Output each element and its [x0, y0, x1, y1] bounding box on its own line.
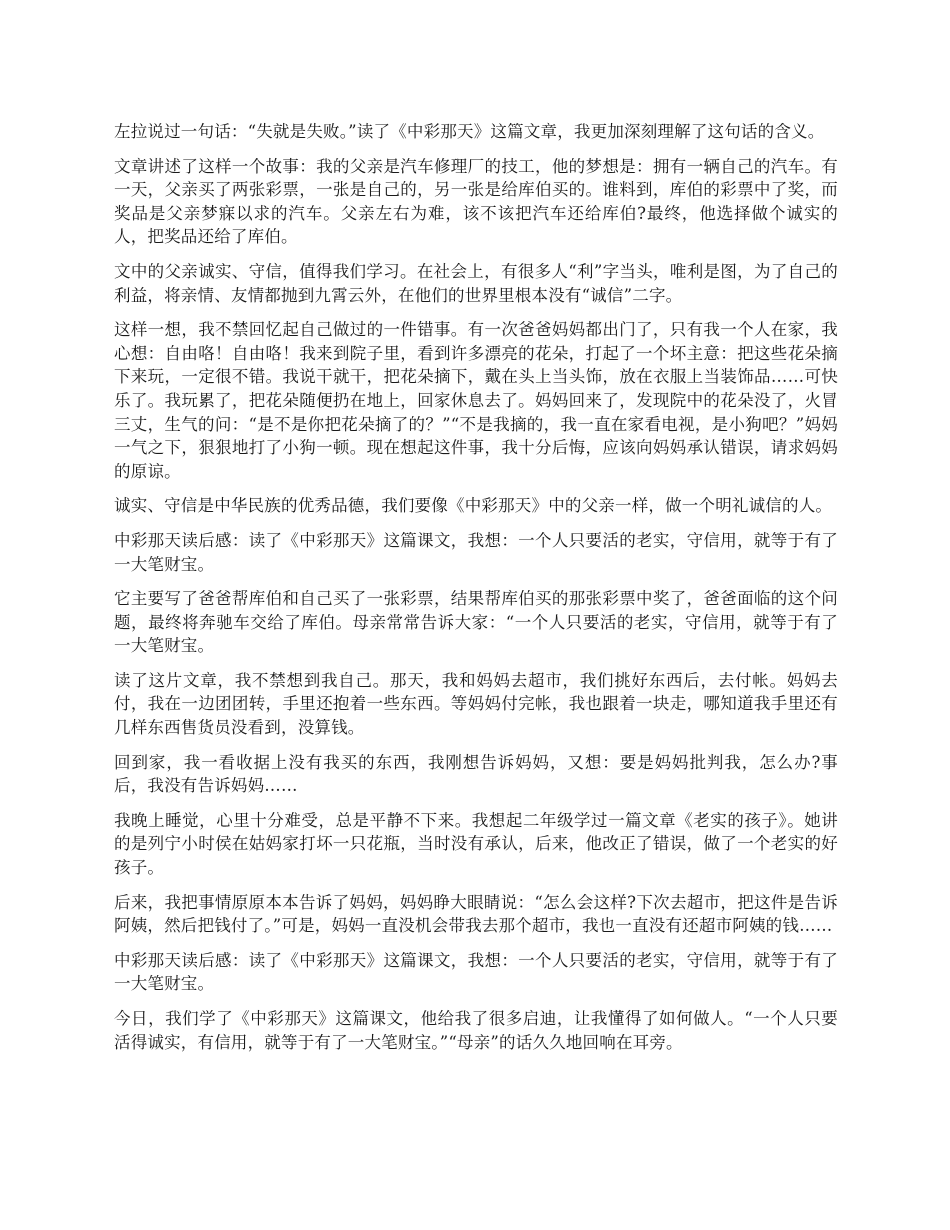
paragraph-5: 诚实、守信是中华民族的优秀品德，我们要像《中彩那天》中的父亲一样，做一个明礼诚信的人。 — [114, 496, 833, 516]
paragraph-13: 今日，我们学了《中彩那天》这篇课文，他给我了很多启迪，让我懂得了如何做人。“一个人只要活得诚实，有信用，就等于有了一大笔财宝。”“母亲”的话久久地回响在耳旁。 — [114, 1009, 838, 1052]
paragraph-12: 中彩那天读后感：读了《中彩那天》这篇课文，我想：一个人只要活的老实，守信用，就等于有了一大笔财宝。 — [114, 950, 838, 994]
paragraph-3: 文中的父亲诚实、守信，值得我们学习。在社会上，有很多人“利”字当头，唯利是图，为了自己的利益，将亲情、友情都抛到九霄云外，在他们的世界里根本没有“诚信”二字。 — [114, 261, 838, 305]
paragraph-10: 我晚上睡觉，心里十分难受，总是平静不下来。我想起二年级学过一篇文章《老实的孩子》。她讲的是列宁小时侯在姑妈家打坏一只花瓶，当时没有承认，后来，他改正了错误，做了一个老实的好孩子。 — [114, 810, 838, 878]
document-body — [114, 120, 838, 1065]
paragraph-1: 左拉说过一句话：“失就是失败。”读了《中彩那天》这篇文章，我更加深刻理解了这句话的含义。 — [114, 122, 825, 141]
paragraph-7: 它主要写了爸爸帮库伯和自己买了一张彩票，结果帮库伯买的那张彩票中奖了，爸爸面临的这个问题，最终将奔驰车交给了库伯。母亲常常告诉大家：“一个人只要活的老实，守信用，就等于有了一大笔财宝。 — [114, 589, 838, 656]
paragraph-11: 后来，我把事情原原本本告诉了妈妈，妈妈睁大眼睛说：“怎么会这样?下次去超市，把这件是告诉阿姨，然后把钱付了。”可是，妈妈一直没机会带我去那个超市，我也一直没有还超市阿姨的钱…… — [114, 892, 838, 936]
paragraph-8: 读了这片文章，我不禁想到我自己。那天，我和妈妈去超市，我们挑好东西后，去付帐。妈妈去付，我在一边团团转，手里还抱着一些东西。等妈妈付完帐，我也跟着一块走，哪知道我手里还有几样东西售货员没看到，没算钱。 — [114, 670, 838, 738]
paragraph-2: 文章讲述了这样一个故事：我的父亲是汽车修理厂的技工，他的梦想是：拥有一辆自己的汽车。有一天，父亲买了两张彩票，一张是自己的，另一张是给库伯买的。谁料到，库伯的彩票中了奖，而奖品是父亲梦寐以求的汽车。父亲左右为难，该不该把汽车还给库伯?最终，他选择做个诚实的人，把奖品还给了库伯。 — [114, 156, 838, 247]
paragraph-9: 回到家，我一看收据上没有我买的东西，我刚想告诉妈妈，又想：要是妈妈批判我，怎么办?事后，我没有告诉妈妈…… — [114, 752, 838, 796]
paragraph-6: 中彩那天读后感：读了《中彩那天》这篇课文，我想：一个人只要活的老实，守信用，就等于有了一大笔财宝。 — [114, 530, 838, 574]
paragraph-4: 这样一想，我不禁回忆起自己做过的一件错事。有一次爸爸妈妈都出门了，只有我一个人在家，我心想：自由咯！自由咯！我来到院子里，看到许多漂亮的花朵，打起了一个坏主意：把这些花朵摘下来玩，一定很不错。我说干就干，把花朵摘下，戴在头上当头饰，放在衣服上当装饰品……可快乐了。我玩累了，把花朵随便扔在地上，回家休息去了。妈妈回来了，发现院中的花朵没了，火冒三丈，生气的问：“是不是你把花朵摘了的？”“不是我摘的，我一直在家看电视，是小狗吧？”妈妈一气之下，狠狠地打了小狗一顿。现在想起这件事，我十分后悔，应该向妈妈承认错误，请求妈妈的原谅。 — [114, 320, 838, 481]
